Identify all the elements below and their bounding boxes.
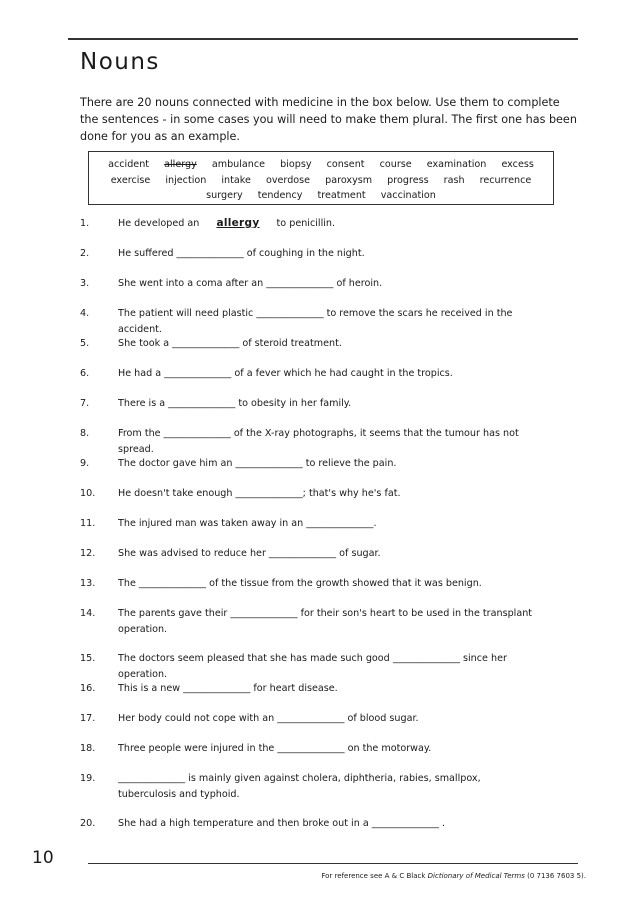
word: ambulance <box>211 159 266 170</box>
word: injection <box>165 174 207 186</box>
question-number: 7. <box>80 398 90 409</box>
question <box>80 486 578 502</box>
question-text-after: to penicillin. <box>276 218 336 229</box>
question <box>80 711 578 727</box>
word: excess <box>501 159 534 170</box>
question <box>80 426 578 455</box>
question <box>80 681 578 697</box>
question <box>80 366 578 382</box>
word: progress <box>387 174 429 186</box>
instructions: There are 20 nouns connected with medicine in the box below. Use them to complete the sentences - in some cases you will need to make them plural. The first one has been done for you as an example. <box>80 96 577 143</box>
word: paroxysm <box>325 174 373 186</box>
word-box-row-3 <box>89 188 553 204</box>
question <box>80 396 578 412</box>
question-number: 2. <box>80 248 90 259</box>
question-number: 5. <box>80 338 90 349</box>
question-text: ______________ is mainly given against cholera, diphtheria, rabies, smallpox, tuberculosis and typhoid. <box>118 773 481 800</box>
bottom-rule <box>88 863 578 864</box>
question-number: 1. <box>80 218 90 229</box>
question-number: 12. <box>80 548 96 559</box>
question-number: 18. <box>80 743 96 754</box>
question <box>80 741 578 757</box>
question-number: 13. <box>80 578 96 589</box>
question-number: 16. <box>80 683 96 694</box>
word: consent <box>326 159 365 170</box>
question-number: 15. <box>80 653 96 664</box>
question <box>80 546 578 562</box>
question-text: The ______________ of the tissue from the growth showed that it was benign. <box>118 578 482 589</box>
question <box>80 306 578 335</box>
question <box>80 816 578 832</box>
question-number: 9. <box>80 458 90 469</box>
word: overdose <box>265 174 311 186</box>
question-text: Her body could not cope with an ______________ of blood sugar. <box>118 713 419 724</box>
question-text: She took a ______________ of steroid treatment. <box>118 338 342 349</box>
word: vaccination <box>380 190 436 201</box>
question <box>80 336 578 352</box>
question-text: She had a high temperature and then broke out in a ______________ . <box>118 818 446 829</box>
page-number: 10 <box>32 848 54 868</box>
question-number: 3. <box>80 278 90 289</box>
word: treatment <box>317 190 366 201</box>
question <box>80 576 578 592</box>
question-text: She was advised to reduce her ______________ of sugar. <box>118 548 381 559</box>
question-number: 14. <box>80 608 96 619</box>
question-text: Three people were injured in the ______________ on the motorway. <box>118 743 432 754</box>
question <box>80 216 578 232</box>
question <box>80 651 578 680</box>
word: tendency <box>257 190 303 201</box>
word: recurrence <box>479 174 532 186</box>
question-text: The doctor gave him an ______________ to relieve the pain. <box>118 458 397 469</box>
question <box>80 606 578 638</box>
question-number: 6. <box>80 368 90 379</box>
question-text: The patient will need plastic ______________ to remove the scars he received in the accident. <box>118 308 513 335</box>
word-box-row-1 <box>89 157 553 173</box>
question <box>80 771 578 803</box>
word: course <box>379 159 412 170</box>
question-text: This is a new ______________ for heart disease. <box>118 683 338 694</box>
question-text: The parents gave their ______________ for their son's heart to be used in the transplant operation. <box>118 608 533 635</box>
question-text: The injured man was taken away in an ______________. <box>118 518 377 529</box>
word: exercise <box>110 174 151 186</box>
word: accident <box>108 159 150 170</box>
question-number: 17. <box>80 713 96 724</box>
question <box>80 456 578 472</box>
word: surgery <box>206 190 243 201</box>
question-number: 10. <box>80 488 96 499</box>
word-struck: allergy <box>164 159 197 170</box>
example-answer: allergy <box>216 217 260 229</box>
question-text: There is a ______________ to obesity in her family. <box>118 398 352 409</box>
question-text: From the ______________ of the X-ray photographs, it seems that the tumour has not spread. <box>118 428 519 455</box>
page-title: Nouns <box>80 49 160 75</box>
question-text: She went into a coma after an ______________ of heroin. <box>118 278 383 289</box>
reference-prefix: For reference see A & C Black <box>321 872 428 880</box>
word: biopsy <box>280 159 312 170</box>
question-number: 4. <box>80 308 90 319</box>
question-number: 8. <box>80 428 90 439</box>
top-rule <box>68 38 578 40</box>
question-text-before: He developed an <box>118 218 200 229</box>
question-number: 19. <box>80 773 96 784</box>
question-text: The doctors seem pleased that she has made such good ______________ since her operation. <box>118 653 507 680</box>
question <box>80 246 578 262</box>
question <box>80 276 578 292</box>
word-box <box>88 151 554 205</box>
word: intake <box>221 174 251 186</box>
word: examination <box>426 159 487 170</box>
question-number: 20. <box>80 818 96 829</box>
word: rash <box>443 174 465 186</box>
question-text: He suffered ______________ of coughing in the night. <box>118 248 365 259</box>
question-text <box>118 216 538 232</box>
question-text: He doesn't take enough ______________; that's why he's fat. <box>118 488 401 499</box>
question-text: He had a ______________ of a fever which he had caught in the tropics. <box>118 368 453 379</box>
word-box-row-2 <box>89 173 553 189</box>
reference-book-title: Dictionary of Medical Terms <box>427 872 525 880</box>
question <box>80 516 578 532</box>
question-number: 11. <box>80 518 96 529</box>
reference-suffix: (0 7136 7603 5). <box>524 872 586 880</box>
reference-note <box>321 872 586 880</box>
